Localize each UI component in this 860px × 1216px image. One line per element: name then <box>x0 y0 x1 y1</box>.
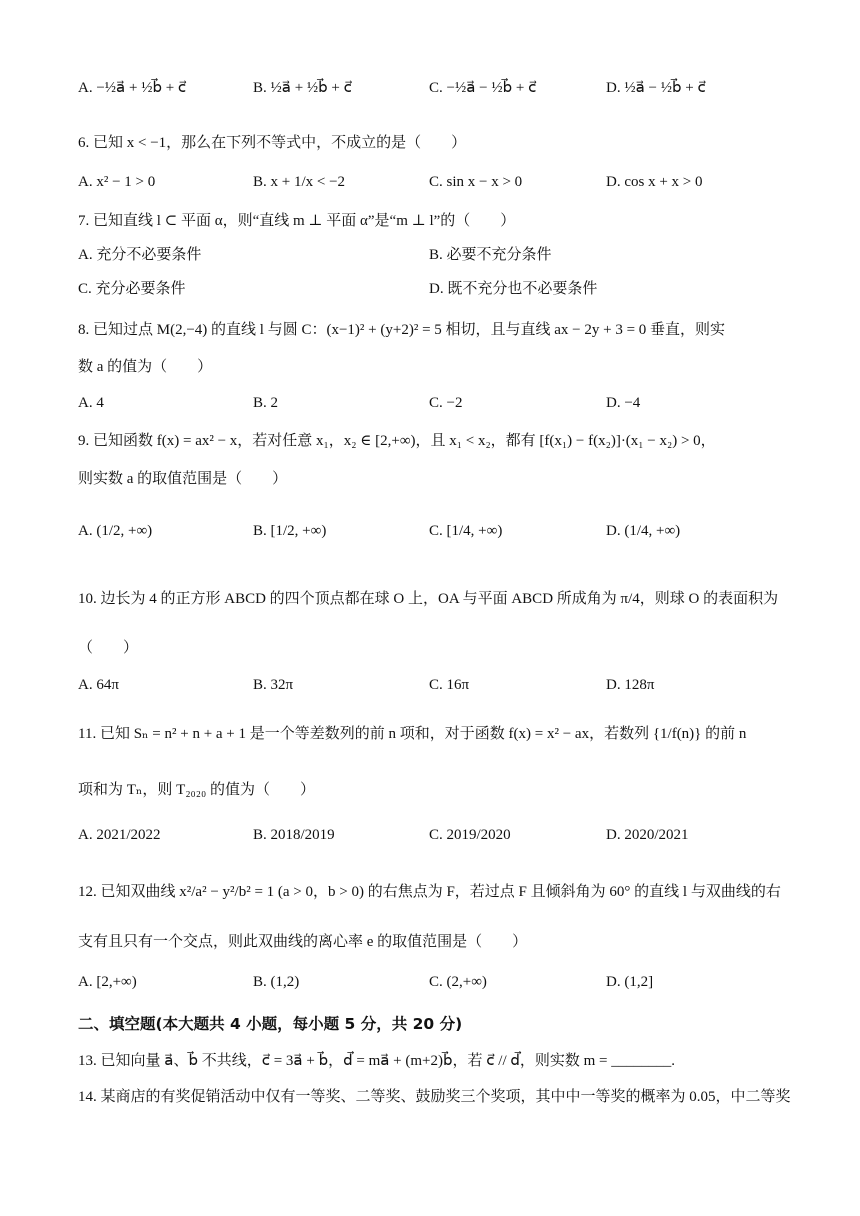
q8-option-d: D. −4 <box>606 395 641 411</box>
q7-option-d: D. 既不充分也不必要条件 <box>429 281 598 297</box>
q7-option-b: B. 必要不充分条件 <box>429 247 552 263</box>
q5-option-b: B. ½a⃗ + ½b⃗ + c⃗ <box>253 80 352 96</box>
q6-option-c: C. sin x − x > 0 <box>429 174 523 190</box>
q11-option-d: D. 2020/2021 <box>606 827 689 843</box>
q6-stem: 6. 已知 x < −1，那么在下列不等式中，不成立的是（ ） <box>78 135 467 151</box>
section-heading-fill-in: 二、填空题(本大题共 4 小题，每小题 5 分，共 20 分) <box>78 1015 463 1033</box>
q9-stem-line2: 则实数 a 的取值范围是（ ） <box>78 471 288 487</box>
q8-option-c: C. −2 <box>429 395 463 411</box>
q11-option-c: C. 2019/2020 <box>429 827 511 843</box>
q7-option-a: A. 充分不必要条件 <box>78 247 202 263</box>
q8-stem-line1: 8. 已知过点 M(2,−4) 的直线 l 与圆 C：(x−1)² + (y+2)² = 5 相切，且与直线 ax − 2y + 3 = 0 垂直，则实 <box>78 322 726 338</box>
q11-stem-line1: 11. 已知 Sₙ = n² + n + a + 1 是一个等差数列的前 n 项和，对于函数 f(x) = x² − ax，若数列 {1/f(n)} 的前 n <box>78 726 747 742</box>
q11-stem-line2: 项和为 Tₙ，则 T₂₀₂₀ 的值为（ ） <box>78 782 315 798</box>
q5-option-c: C. −½a⃗ − ½b⃗ + c⃗ <box>429 80 537 96</box>
q8-option-a: A. 4 <box>78 395 104 411</box>
q10-stem-line1: 10. 边长为 4 的正方形 ABCD 的四个顶点都在球 O 上，OA 与平面 ABCD 所成角为 π/4，则球 O 的表面积为 <box>78 591 779 607</box>
q10-option-c: C. 16π <box>429 677 470 693</box>
q12-stem-line1: 12. 已知双曲线 x²/a² − y²/b² = 1 (a > 0，b > 0) 的右焦点为 F，若过点 F 且倾斜角为 60° 的直线 l 与双曲线的右 <box>78 884 781 900</box>
q5-option-d: D. ½a⃗ − ½b⃗ + c⃗ <box>606 80 706 96</box>
q7-stem: 7. 已知直线 l ⊂ 平面 α，则“直线 m ⊥ 平面 α”是“m ⊥ l”的（ ） <box>78 213 516 229</box>
q8-stem-line2: 数 a 的值为（ ） <box>78 359 213 375</box>
q9-option-b: B. [1/2, +∞) <box>253 523 327 539</box>
q12-option-a: A. [2,+∞) <box>78 974 137 990</box>
q6-option-d: D. cos x + x > 0 <box>606 174 703 190</box>
q10-option-a: A. 64π <box>78 677 119 693</box>
q9-stem-line1: 9. 已知函数 f(x) = ax² − x，若对任意 x₁，x₂ ∈ [2,+∞)，且 x₁ < x₂，都有 [f(x₁) − f(x₂)]·(x₁ − x₂) > 0， <box>78 433 716 449</box>
q6-option-b: B. x + 1/x < −2 <box>253 174 346 190</box>
q11-option-a: A. 2021/2022 <box>78 827 161 843</box>
q7-option-c: C. 充分必要条件 <box>78 281 186 297</box>
q10-stem-line2: （ ） <box>78 640 139 656</box>
q9-option-d: D. (1/4, +∞) <box>606 523 681 539</box>
q9-option-c: C. [1/4, +∞) <box>429 523 503 539</box>
q14-stem: 14. 某商店的有奖促销活动中仅有一等奖、二等奖、鼓励奖三个奖项，其中中一等奖的概率为 0.05，中二等奖 <box>78 1089 791 1105</box>
q11-option-b: B. 2018/2019 <box>253 827 335 843</box>
q12-option-c: C. (2,+∞) <box>429 974 487 990</box>
q10-option-b: B. 32π <box>253 677 294 693</box>
q9-option-a: A. (1/2, +∞) <box>78 523 153 539</box>
q12-option-b: B. (1,2) <box>253 974 300 990</box>
q10-option-d: D. 128π <box>606 677 655 693</box>
q13-stem: 13. 已知向量 a⃗、b⃗ 不共线，c⃗ = 3a⃗ + b⃗，d⃗ = ma⃗ + (m+2)b⃗，若 c⃗ // d⃗，则实数 m = ________. <box>78 1053 676 1069</box>
q12-option-d: D. (1,2] <box>606 974 654 990</box>
q5-option-a: A. −½a⃗ + ½b⃗ + c⃗ <box>78 80 187 96</box>
q8-option-b: B. 2 <box>253 395 279 411</box>
q6-option-a: A. x² − 1 > 0 <box>78 174 156 190</box>
q12-stem-line2: 支有且只有一个交点，则此双曲线的离心率 e 的取值范围是（ ） <box>78 934 528 950</box>
